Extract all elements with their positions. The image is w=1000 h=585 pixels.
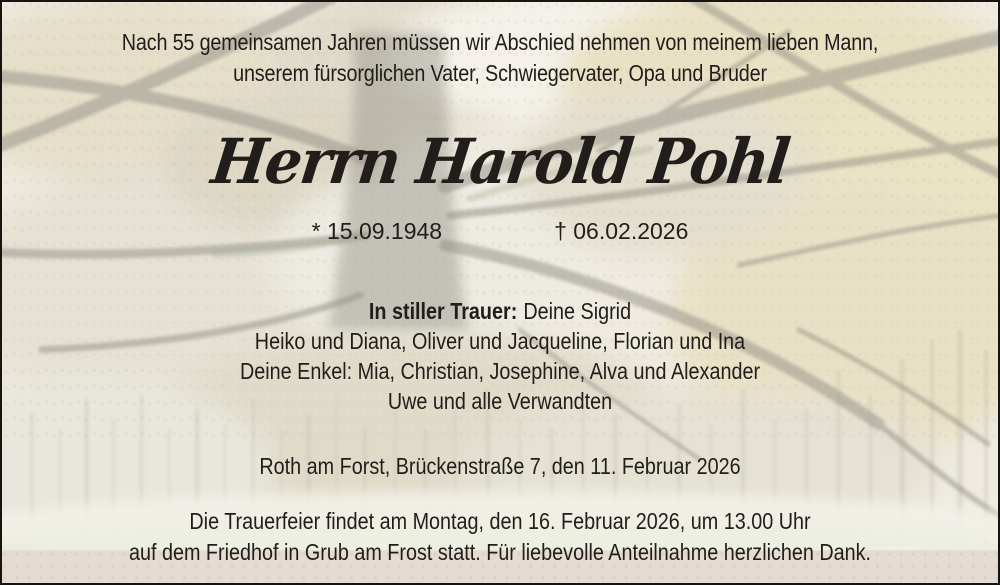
funeral-line-1: Die Trauerfeier findet am Montag, den 16. Februar 2026, um 13.00 Uhr [189, 508, 811, 534]
intro-line-2: unserem fürsorglichen Vater, Schwiegervater, Opa und Bruder [233, 60, 767, 86]
intro-line-1: Nach 55 gemeinsamen Jahren müssen wir Abschied nehmen von meinem lieben Mann, [121, 29, 879, 55]
obituary-text-layer [2, 2, 998, 583]
mourners-heading-rest: Deine Sigrid [523, 298, 632, 324]
mourners-line-2: Heiko und Diana, Oliver und Jacqueline, Florian und Ina [254, 328, 746, 354]
funeral-info [2, 506, 998, 568]
deceased-name: Herrn Harold Pohl [207, 125, 793, 198]
life-dates [2, 216, 998, 246]
mourners-block [2, 296, 998, 416]
mourners-line-4: Uwe und alle Verwandten [387, 388, 613, 414]
intro-text [2, 27, 998, 89]
mourners-heading [72, 296, 929, 326]
birth-date: * 15.09.1948 [311, 218, 443, 244]
funeral-line-2: auf dem Friedhof in Grub am Frost statt. Für liebevolle Anteilnahme herzlichen Dank. [128, 539, 872, 565]
death-date: † 06.02.2026 [554, 218, 689, 244]
mourners-line-3: Deine Enkel: Mia, Christian, Josephine, Alva und Alexander [239, 358, 761, 384]
place-date-line: Roth am Forst, Brückenstraße 7, den 11. Februar 2026 [259, 453, 741, 479]
mourners-heading-bold: In stiller Trauer: [368, 298, 518, 324]
